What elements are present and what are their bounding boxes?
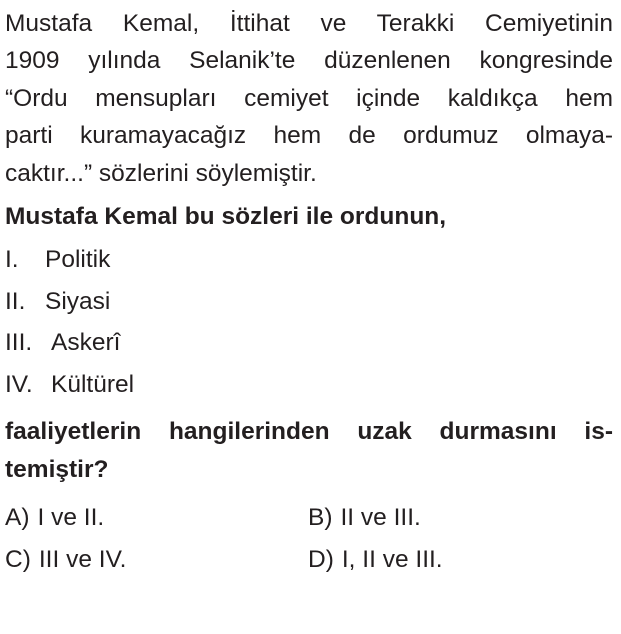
option-text: I ve II. — [37, 504, 105, 532]
passage-line: “Ordu mensupları cemiyet içinde kaldıkça hem — [5, 84, 613, 112]
item-numeral: III. — [5, 329, 33, 357]
option-letter: B) — [308, 504, 333, 532]
option-text: II ve III. — [340, 504, 421, 532]
option-letter: A) — [5, 504, 30, 532]
answer-options — [5, 497, 613, 580]
list-item — [5, 239, 613, 281]
roman-numeral-list — [5, 239, 613, 405]
option-c[interactable] — [5, 539, 308, 581]
item-numeral: II. — [5, 287, 26, 315]
passage-line: 1909 yılında Selanik’te düzenlenen kongresinde — [5, 47, 613, 75]
passage-line: parti kuramayacağız hem de ordumuz olmaya- — [5, 122, 613, 150]
item-numeral: IV. — [5, 370, 33, 398]
list-item — [5, 322, 613, 364]
option-letter: C) — [5, 545, 31, 573]
prompt-line: faaliyetlerin hangilerinden uzak durmasını is- — [5, 418, 613, 446]
option-text: III ve IV. — [38, 545, 127, 573]
list-item — [5, 281, 613, 323]
passage-line: caktır...” sözlerini söylemiştir. — [5, 159, 317, 187]
question-stem: Mustafa Kemal bu sözleri ile ordunun, — [5, 203, 447, 231]
item-text: Siyasi — [45, 287, 111, 315]
item-numeral: I. — [5, 246, 19, 274]
item-text: Politik — [45, 246, 111, 274]
question-prompt — [5, 413, 613, 489]
passage-line: Mustafa Kemal, İttihat ve Terakki Cemiyetinin — [5, 10, 613, 37]
option-text: I, II ve III. — [341, 545, 443, 573]
item-text: Kültürel — [51, 370, 135, 398]
option-letter: D) — [308, 545, 334, 573]
question-block — [5, 0, 613, 580]
item-text: Askerî — [51, 329, 121, 357]
option-d[interactable] — [308, 539, 608, 581]
list-item — [5, 364, 613, 406]
option-a[interactable] — [5, 497, 308, 539]
prompt-line: temiştir? — [5, 456, 109, 484]
option-b[interactable] — [308, 497, 608, 539]
question-passage — [5, 0, 613, 192]
